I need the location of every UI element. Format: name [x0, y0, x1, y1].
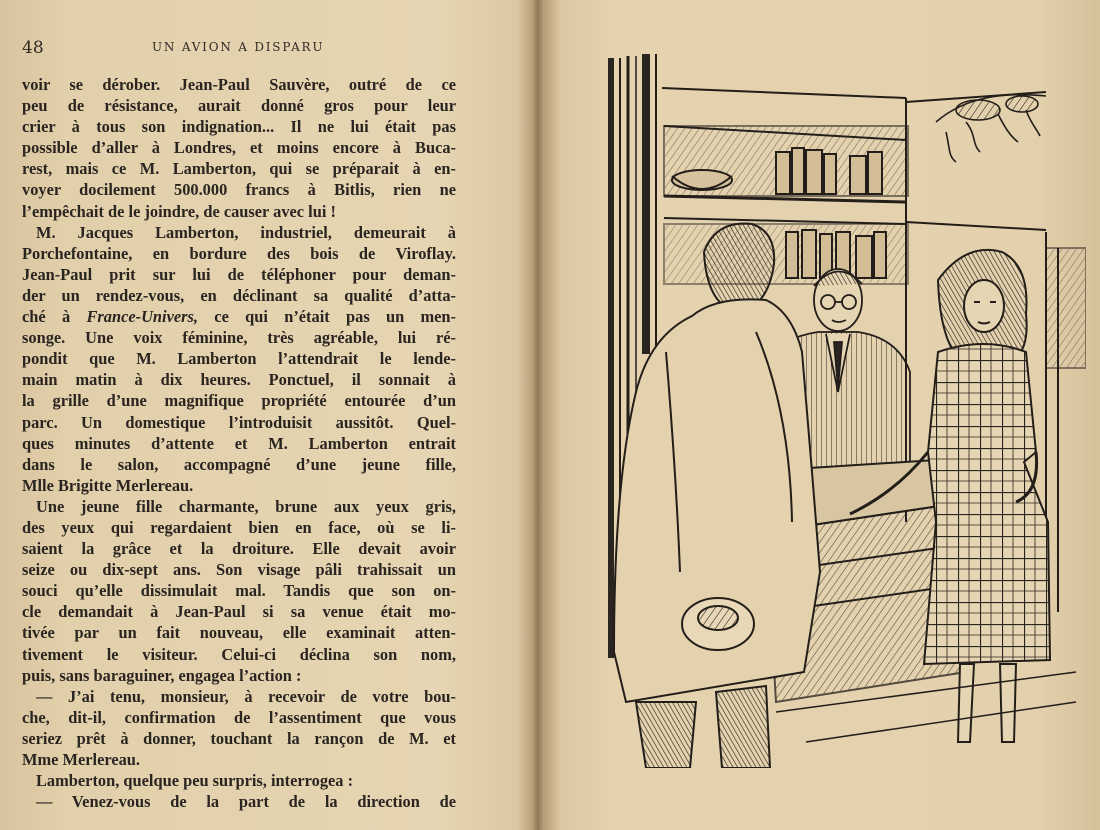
text-line: pondit que M. Lamberton l’attendrait le lende-: [22, 349, 456, 369]
text-line: Mme Merlereau.: [22, 750, 141, 769]
text-line: Lamberton, quelque peu surpris, interrogea :: [36, 771, 354, 791]
page-number: 48: [22, 38, 44, 58]
text-line: parc. Un domestique l’introduisit aussitôt. Quel-: [22, 412, 456, 432]
text-line: — J’ai tenu, monsieur, à recevoir de votre bou-: [36, 686, 456, 706]
text-line: ques minutes d’attente et M. Lamberton entrait: [22, 433, 456, 453]
cabinet: [1046, 232, 1086, 652]
text-line: cle demandait à Jean-Paul si sa venue était mo-: [22, 602, 456, 622]
text-line: main matin à dix heures. Ponctuel, il sonnait à: [22, 370, 456, 390]
book-title: UN AVION A DISPARU: [152, 40, 325, 54]
left-page: [0, 0, 532, 830]
scene-illustration: [606, 52, 1086, 768]
text-line: peu de résistance, aurait donné gros pour leur: [22, 96, 456, 116]
text-line: — Venez-vous de la part de la direction de: [36, 792, 456, 812]
text-line: des yeux qui regardaient bien en face, où se li-: [22, 517, 456, 537]
text-line: seize ou dix-sept ans. Son visage pâli trahissait un: [22, 560, 456, 580]
text-line: la grille d’une magnifique propriété entourée d’un: [22, 391, 456, 411]
text-line: souci qu’elle dissimulait mal. Tandis que son on-: [22, 581, 456, 601]
text-line: rest, mais ce M. Lamberton, qui se préparait à en-: [22, 159, 456, 179]
text-line: der un rendez-vous, en déclinant sa qualité d’atta-: [22, 285, 456, 305]
body-text: [22, 74, 456, 812]
text-line: songe. Une voix féminine, très agréable, lui ré-: [22, 328, 456, 348]
text-line: che, dit-il, confirmation de l’assentiment que vous: [22, 707, 456, 727]
text-line: tivement le visiteur. Celui-ci déclina son nom,: [22, 644, 456, 664]
running-head: [22, 36, 477, 58]
text-line: voir se dérober. Jean-Paul Sauvère, outré de ce: [22, 75, 456, 94]
right-page: [532, 0, 1100, 830]
text-line: seriez prêt à donner, touchant la rançon de M. et: [22, 728, 456, 748]
text-line: puis, sans baraguiner, engagea l’action :: [22, 665, 302, 685]
books: [776, 148, 886, 278]
text-line: Mlle Brigitte Merlereau.: [22, 475, 194, 495]
text-line: [22, 306, 456, 327]
italic-title: France-Univers,: [86, 307, 198, 327]
text-line: Porchefontaine, en bordure des bois de Viroflay.: [22, 243, 456, 263]
text-line: tivée par un fait nouveau, elle examinait atten-: [22, 623, 456, 643]
text-line: possible d’aller à Londres, et moins encore à Buca-: [22, 138, 456, 158]
text-line: Jean-Paul prit sur lui de téléphoner pour deman-: [22, 264, 456, 284]
text-line: l’empêchait de le joindre, de causer avec lui !: [22, 201, 336, 221]
text-line: saient la grâce et la droiture. Elle devait avoir: [22, 539, 456, 559]
wall-plant: [936, 95, 1046, 162]
illustration-drawing: [606, 52, 1086, 768]
text-line: M. Jacques Lamberton, industriel, demeurait à: [36, 222, 456, 242]
text-fragment: ce qui n’était pas un men-: [198, 307, 457, 327]
text-line: Une jeune fille charmante, brune aux yeux gris,: [36, 496, 456, 516]
text-line: dans le salon, accompagné d’une jeune fille,: [22, 454, 456, 474]
text-line: voyer docilement 500.000 francs à Bitlis, rien ne: [22, 180, 456, 200]
text-fragment: ché à: [22, 307, 87, 327]
text-line: crier à tous son indignation... Il ne lui était pas: [22, 117, 456, 137]
